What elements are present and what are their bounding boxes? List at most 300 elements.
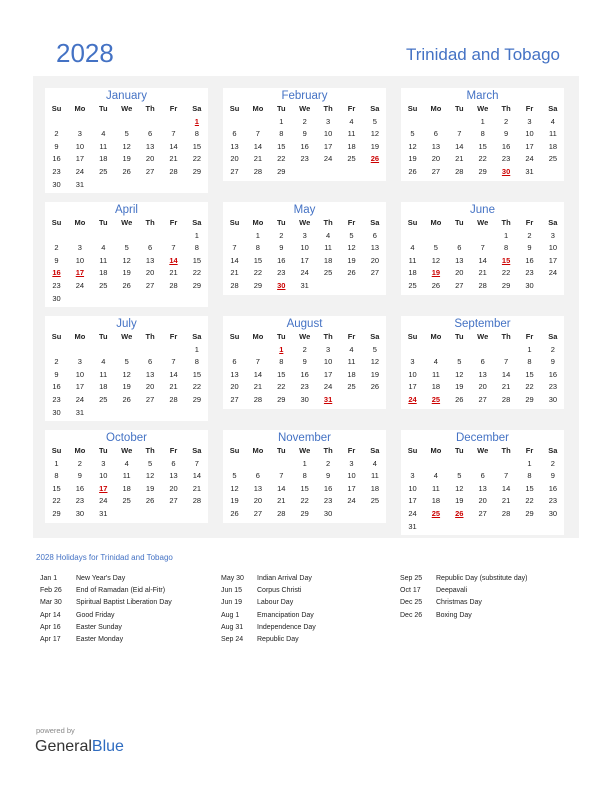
day-cell[interactable]: 9 xyxy=(54,141,59,151)
day-cell[interactable]: 4 xyxy=(101,357,106,367)
day-cell[interactable]: 24 xyxy=(99,496,108,506)
day-cell[interactable]: 3 xyxy=(77,129,82,139)
day-cell[interactable]: 29 xyxy=(300,509,309,518)
day-cell[interactable]: 5 xyxy=(457,357,462,367)
day-cell[interactable]: 8 xyxy=(194,243,199,253)
day-cell[interactable]: 8 xyxy=(279,129,284,139)
day-cell[interactable]: 1 xyxy=(302,458,307,468)
day-cell[interactable]: 11 xyxy=(408,255,417,265)
day-cell[interactable]: 14 xyxy=(277,483,286,493)
day-cell[interactable]: 2 xyxy=(504,116,509,126)
day-cell[interactable]: 12 xyxy=(370,129,380,139)
day-cell[interactable]: 13 xyxy=(478,369,487,379)
day-cell[interactable]: 12 xyxy=(455,369,464,379)
day-cell[interactable]: 30 xyxy=(75,509,85,518)
day-cell[interactable]: 16 xyxy=(525,255,534,265)
day-cell[interactable]: 22 xyxy=(525,382,534,392)
day-cell[interactable]: 9 xyxy=(77,471,82,481)
day-cell[interactable]: 15 xyxy=(192,369,202,379)
day-cell[interactable]: 30 xyxy=(323,509,333,518)
day-cell[interactable]: 7 xyxy=(171,129,176,139)
day-cell[interactable]: 8 xyxy=(527,471,532,481)
day-cell[interactable]: 19 xyxy=(408,154,417,164)
day-cell[interactable]: 12 xyxy=(145,471,155,481)
day-cell[interactable]: 30 xyxy=(525,281,534,290)
day-cell[interactable]: 23 xyxy=(525,268,534,278)
day-cell[interactable]: 4 xyxy=(124,458,129,468)
day-cell[interactable]: 13 xyxy=(431,141,441,151)
day-cell[interactable]: 30 xyxy=(300,395,309,404)
day-cell[interactable]: 17 xyxy=(525,141,534,151)
day-cell[interactable]: 29 xyxy=(501,281,511,290)
day-cell[interactable]: 12 xyxy=(122,141,131,151)
day-cell[interactable]: 4 xyxy=(410,243,415,253)
day-cell[interactable]: 11 xyxy=(99,369,108,379)
day-cell[interactable]: 22 xyxy=(478,154,487,164)
day-cell[interactable]: 16 xyxy=(52,382,61,392)
day-cell[interactable]: 8 xyxy=(54,471,59,481)
day-cell[interactable]: 31 xyxy=(99,509,108,518)
day-cell[interactable]: 8 xyxy=(527,357,532,367)
day-cell[interactable]: 31 xyxy=(75,407,85,417)
day-cell[interactable]: 10 xyxy=(300,243,309,253)
day-cell[interactable]: 4 xyxy=(349,116,354,126)
day-cell[interactable]: 18 xyxy=(99,154,108,164)
day-cell[interactable]: 12 xyxy=(347,243,356,253)
day-cell[interactable]: 11 xyxy=(431,483,440,493)
day-cell[interactable]: 12 xyxy=(122,369,131,379)
day-cell[interactable]: 7 xyxy=(171,243,176,253)
day-cell[interactable]: 22 xyxy=(525,496,534,506)
day-cell[interactable]: 18 xyxy=(431,496,441,506)
day-cell[interactable]: 28 xyxy=(169,281,178,290)
day-cell[interactable]: 12 xyxy=(408,141,417,151)
day-cell[interactable]: 3 xyxy=(326,116,331,126)
day-cell[interactable]: 13 xyxy=(478,483,487,493)
day-cell[interactable]: 1 xyxy=(504,230,509,240)
day-cell[interactable]: 20 xyxy=(230,154,239,164)
day-cell[interactable]: 21 xyxy=(277,496,286,506)
day-cell[interactable]: 21 xyxy=(253,154,263,164)
holiday-day-cell[interactable]: 19 xyxy=(431,268,441,278)
day-cell[interactable]: 28 xyxy=(501,509,511,518)
day-cell[interactable]: 24 xyxy=(548,268,558,278)
day-cell[interactable]: 28 xyxy=(455,167,464,176)
day-cell[interactable]: 5 xyxy=(124,129,129,139)
day-cell[interactable]: 9 xyxy=(550,357,555,367)
day-cell[interactable]: 28 xyxy=(478,281,487,290)
holiday-day-cell[interactable]: 31 xyxy=(323,395,333,404)
day-cell[interactable]: 2 xyxy=(550,458,555,468)
day-cell[interactable]: 23 xyxy=(75,496,85,506)
day-cell[interactable]: 10 xyxy=(75,141,85,151)
day-cell[interactable]: 1 xyxy=(194,230,199,240)
day-cell[interactable]: 28 xyxy=(169,395,178,404)
day-cell[interactable]: 26 xyxy=(122,395,131,404)
day-cell[interactable]: 9 xyxy=(550,471,555,481)
day-cell[interactable]: 4 xyxy=(326,230,331,240)
day-cell[interactable]: 27 xyxy=(478,395,487,404)
day-cell[interactable]: 20 xyxy=(169,483,178,493)
holiday-day-cell[interactable]: 1 xyxy=(279,344,284,354)
day-cell[interactable]: 21 xyxy=(455,154,464,164)
day-cell[interactable]: 13 xyxy=(145,255,155,265)
day-cell[interactable]: 20 xyxy=(370,255,380,265)
day-cell[interactable]: 20 xyxy=(431,154,441,164)
day-cell[interactable]: 20 xyxy=(145,268,155,278)
day-cell[interactable]: 16 xyxy=(300,369,309,379)
day-cell[interactable]: 17 xyxy=(300,255,309,265)
day-cell[interactable]: 25 xyxy=(370,496,380,506)
day-cell[interactable]: 15 xyxy=(277,369,286,379)
day-cell[interactable]: 17 xyxy=(75,154,85,164)
day-cell[interactable]: 10 xyxy=(548,243,558,253)
day-cell[interactable]: 18 xyxy=(323,255,333,265)
day-cell[interactable]: 3 xyxy=(101,458,106,468)
day-cell[interactable]: 15 xyxy=(192,255,202,265)
day-cell[interactable]: 20 xyxy=(253,496,263,506)
day-cell[interactable]: 12 xyxy=(370,357,380,367)
day-cell[interactable]: 14 xyxy=(230,255,239,265)
day-cell[interactable]: 27 xyxy=(370,268,380,278)
day-cell[interactable]: 29 xyxy=(192,395,202,404)
day-cell[interactable]: 19 xyxy=(347,255,356,265)
day-cell[interactable]: 16 xyxy=(501,141,511,151)
day-cell[interactable]: 3 xyxy=(349,458,354,468)
day-cell[interactable]: 4 xyxy=(349,344,354,354)
day-cell[interactable]: 29 xyxy=(525,509,534,518)
day-cell[interactable]: 13 xyxy=(370,243,380,253)
day-cell[interactable]: 30 xyxy=(52,293,61,303)
day-cell[interactable]: 30 xyxy=(548,509,558,518)
day-cell[interactable]: 5 xyxy=(349,230,354,240)
day-cell[interactable]: 25 xyxy=(99,167,108,176)
day-cell[interactable]: 28 xyxy=(169,167,178,176)
day-cell[interactable]: 15 xyxy=(52,483,61,493)
day-cell[interactable]: 2 xyxy=(54,357,59,367)
day-cell[interactable]: 9 xyxy=(54,369,59,379)
day-cell[interactable]: 22 xyxy=(253,268,263,278)
holiday-day-cell[interactable]: 25 xyxy=(431,509,441,518)
day-cell[interactable]: 3 xyxy=(410,357,415,367)
day-cell[interactable]: 15 xyxy=(525,369,534,379)
day-cell[interactable]: 2 xyxy=(77,458,82,468)
day-cell[interactable]: 27 xyxy=(230,167,239,176)
day-cell[interactable]: 14 xyxy=(169,369,178,379)
day-cell[interactable]: 5 xyxy=(433,243,438,253)
day-cell[interactable]: 8 xyxy=(504,243,509,253)
day-cell[interactable]: 4 xyxy=(550,116,555,126)
day-cell[interactable]: 10 xyxy=(75,369,85,379)
day-cell[interactable]: 29 xyxy=(277,167,286,176)
holiday-day-cell[interactable]: 1 xyxy=(194,116,199,126)
day-cell[interactable]: 21 xyxy=(230,268,239,278)
day-cell[interactable]: 22 xyxy=(277,154,286,164)
day-cell[interactable]: 13 xyxy=(169,471,178,481)
day-cell[interactable]: 2 xyxy=(279,230,284,240)
day-cell[interactable]: 23 xyxy=(323,496,333,506)
holiday-day-cell[interactable]: 30 xyxy=(501,167,511,176)
day-cell[interactable]: 10 xyxy=(323,357,333,367)
day-cell[interactable]: 15 xyxy=(192,141,202,151)
day-cell[interactable]: 24 xyxy=(75,167,85,176)
day-cell[interactable]: 5 xyxy=(124,243,129,253)
day-cell[interactable]: 14 xyxy=(455,141,464,151)
day-cell[interactable]: 13 xyxy=(230,141,239,151)
day-cell[interactable]: 12 xyxy=(455,483,464,493)
day-cell[interactable]: 25 xyxy=(122,496,131,506)
day-cell[interactable]: 14 xyxy=(478,255,487,265)
day-cell[interactable]: 13 xyxy=(230,369,239,379)
day-cell[interactable]: 8 xyxy=(480,129,485,139)
day-cell[interactable]: 17 xyxy=(347,483,356,493)
day-cell[interactable]: 4 xyxy=(372,458,377,468)
day-cell[interactable]: 26 xyxy=(230,509,239,518)
day-cell[interactable]: 24 xyxy=(408,509,417,518)
day-cell[interactable]: 20 xyxy=(478,382,487,392)
day-cell[interactable]: 7 xyxy=(504,471,509,481)
day-cell[interactable]: 8 xyxy=(255,243,260,253)
day-cell[interactable]: 16 xyxy=(277,255,286,265)
day-cell[interactable]: 26 xyxy=(455,395,464,404)
day-cell[interactable]: 26 xyxy=(122,281,131,290)
day-cell[interactable]: 3 xyxy=(77,357,82,367)
day-cell[interactable]: 29 xyxy=(192,281,202,290)
day-cell[interactable]: 2 xyxy=(302,116,307,126)
day-cell[interactable]: 16 xyxy=(323,483,333,493)
day-cell[interactable]: 15 xyxy=(525,483,534,493)
day-cell[interactable]: 30 xyxy=(548,395,558,404)
day-cell[interactable]: 8 xyxy=(279,357,284,367)
day-cell[interactable]: 24 xyxy=(75,281,85,290)
day-cell[interactable]: 6 xyxy=(480,357,485,367)
day-cell[interactable]: 18 xyxy=(99,382,108,392)
day-cell[interactable]: 2 xyxy=(54,243,59,253)
day-cell[interactable]: 7 xyxy=(171,357,176,367)
day-cell[interactable]: 26 xyxy=(370,382,380,392)
day-cell[interactable]: 14 xyxy=(253,369,263,379)
day-cell[interactable]: 17 xyxy=(75,382,85,392)
day-cell[interactable]: 27 xyxy=(455,281,464,290)
day-cell[interactable]: 6 xyxy=(433,129,438,139)
day-cell[interactable]: 22 xyxy=(300,496,309,506)
holiday-day-cell[interactable]: 14 xyxy=(169,255,178,265)
day-cell[interactable]: 17 xyxy=(408,496,417,506)
day-cell[interactable]: 22 xyxy=(192,268,202,278)
holiday-day-cell[interactable]: 17 xyxy=(75,268,85,278)
day-cell[interactable]: 30 xyxy=(52,179,61,189)
day-cell[interactable]: 8 xyxy=(194,129,199,139)
day-cell[interactable]: 30 xyxy=(52,407,61,417)
day-cell[interactable]: 29 xyxy=(52,509,61,518)
day-cell[interactable]: 25 xyxy=(323,268,333,278)
generalblue-logo[interactable] xyxy=(35,738,124,756)
day-cell[interactable]: 23 xyxy=(52,167,61,176)
day-cell[interactable]: 16 xyxy=(52,154,61,164)
day-cell[interactable]: 7 xyxy=(232,243,237,253)
day-cell[interactable]: 3 xyxy=(410,471,415,481)
day-cell[interactable]: 26 xyxy=(408,167,417,176)
day-cell[interactable]: 4 xyxy=(433,471,438,481)
day-cell[interactable]: 15 xyxy=(253,255,263,265)
day-cell[interactable]: 23 xyxy=(300,154,309,164)
day-cell[interactable]: 19 xyxy=(230,496,239,506)
day-cell[interactable]: 24 xyxy=(347,496,356,506)
day-cell[interactable]: 16 xyxy=(300,141,309,151)
day-cell[interactable]: 2 xyxy=(326,458,331,468)
day-cell[interactable]: 26 xyxy=(347,268,356,278)
day-cell[interactable]: 21 xyxy=(192,483,202,493)
day-cell[interactable]: 25 xyxy=(548,154,558,164)
holiday-day-cell[interactable]: 24 xyxy=(408,395,417,404)
holiday-day-cell[interactable]: 25 xyxy=(431,395,441,404)
day-cell[interactable]: 1 xyxy=(194,344,199,354)
day-cell[interactable]: 21 xyxy=(478,268,487,278)
day-cell[interactable]: 29 xyxy=(277,395,286,404)
day-cell[interactable]: 11 xyxy=(99,141,108,151)
day-cell[interactable]: 16 xyxy=(75,483,85,493)
day-cell[interactable]: 25 xyxy=(347,382,356,392)
day-cell[interactable]: 5 xyxy=(124,357,129,367)
day-cell[interactable]: 18 xyxy=(122,483,131,493)
day-cell[interactable]: 19 xyxy=(122,154,131,164)
day-cell[interactable]: 2 xyxy=(54,129,59,139)
day-cell[interactable]: 27 xyxy=(169,496,178,506)
day-cell[interactable]: 26 xyxy=(431,281,441,290)
day-cell[interactable]: 24 xyxy=(300,268,309,278)
day-cell[interactable]: 31 xyxy=(300,281,309,290)
holiday-day-cell[interactable]: 26 xyxy=(370,154,380,164)
day-cell[interactable]: 10 xyxy=(99,471,108,481)
day-cell[interactable]: 27 xyxy=(253,509,263,518)
day-cell[interactable]: 22 xyxy=(52,496,61,506)
day-cell[interactable]: 3 xyxy=(326,344,331,354)
day-cell[interactable]: 21 xyxy=(253,382,263,392)
day-cell[interactable]: 19 xyxy=(122,268,131,278)
day-cell[interactable]: 18 xyxy=(370,483,380,493)
day-cell[interactable]: 4 xyxy=(101,129,106,139)
day-cell[interactable]: 10 xyxy=(323,129,333,139)
day-cell[interactable]: 17 xyxy=(408,382,417,392)
day-cell[interactable]: 7 xyxy=(457,129,462,139)
day-cell[interactable]: 24 xyxy=(75,395,85,404)
day-cell[interactable]: 11 xyxy=(548,129,557,139)
day-cell[interactable]: 19 xyxy=(455,496,464,506)
day-cell[interactable]: 26 xyxy=(145,496,155,506)
day-cell[interactable]: 31 xyxy=(408,521,417,531)
day-cell[interactable]: 21 xyxy=(501,496,511,506)
day-cell[interactable]: 5 xyxy=(410,129,415,139)
day-cell[interactable]: 7 xyxy=(194,458,199,468)
day-cell[interactable]: 10 xyxy=(347,471,356,481)
day-cell[interactable]: 23 xyxy=(277,268,286,278)
day-cell[interactable]: 11 xyxy=(370,471,379,481)
day-cell[interactable]: 28 xyxy=(253,167,263,176)
day-cell[interactable]: 1 xyxy=(255,230,260,240)
day-cell[interactable]: 17 xyxy=(548,255,558,265)
day-cell[interactable]: 12 xyxy=(122,255,131,265)
day-cell[interactable]: 1 xyxy=(527,458,532,468)
day-cell[interactable]: 11 xyxy=(99,255,108,265)
day-cell[interactable]: 14 xyxy=(253,141,263,151)
day-cell[interactable]: 6 xyxy=(372,230,377,240)
day-cell[interactable]: 5 xyxy=(457,471,462,481)
day-cell[interactable]: 23 xyxy=(52,281,61,290)
day-cell[interactable]: 27 xyxy=(230,395,239,404)
day-cell[interactable]: 7 xyxy=(279,471,284,481)
day-cell[interactable]: 9 xyxy=(279,243,284,253)
day-cell[interactable]: 13 xyxy=(253,483,263,493)
day-cell[interactable]: 5 xyxy=(148,458,153,468)
day-cell[interactable]: 20 xyxy=(230,382,239,392)
day-cell[interactable]: 18 xyxy=(347,141,356,151)
day-cell[interactable]: 24 xyxy=(323,154,333,164)
day-cell[interactable]: 18 xyxy=(99,268,108,278)
day-cell[interactable]: 3 xyxy=(77,243,82,253)
day-cell[interactable]: 20 xyxy=(455,268,464,278)
day-cell[interactable]: 22 xyxy=(501,268,511,278)
day-cell[interactable]: 7 xyxy=(255,357,260,367)
day-cell[interactable]: 1 xyxy=(279,116,284,126)
day-cell[interactable]: 29 xyxy=(478,167,487,176)
day-cell[interactable]: 13 xyxy=(455,255,464,265)
day-cell[interactable]: 11 xyxy=(347,129,356,139)
day-cell[interactable]: 22 xyxy=(277,382,286,392)
day-cell[interactable]: 8 xyxy=(302,471,307,481)
day-cell[interactable]: 14 xyxy=(501,483,511,493)
day-cell[interactable]: 4 xyxy=(433,357,438,367)
day-cell[interactable]: 6 xyxy=(148,243,153,253)
day-cell[interactable]: 24 xyxy=(323,382,333,392)
day-cell[interactable]: 19 xyxy=(145,483,155,493)
holiday-day-cell[interactable]: 30 xyxy=(277,281,286,290)
day-cell[interactable]: 5 xyxy=(232,471,237,481)
day-cell[interactable]: 6 xyxy=(148,357,153,367)
day-cell[interactable]: 18 xyxy=(408,268,417,278)
day-cell[interactable]: 16 xyxy=(548,369,558,379)
day-cell[interactable]: 12 xyxy=(431,255,441,265)
day-cell[interactable]: 9 xyxy=(326,471,331,481)
day-cell[interactable]: 19 xyxy=(370,369,380,379)
day-cell[interactable]: 19 xyxy=(370,141,380,151)
day-cell[interactable]: 22 xyxy=(192,382,202,392)
day-cell[interactable]: 25 xyxy=(99,281,108,290)
day-cell[interactable]: 29 xyxy=(192,167,202,176)
day-cell[interactable]: 9 xyxy=(302,129,307,139)
day-cell[interactable]: 20 xyxy=(478,496,487,506)
day-cell[interactable]: 23 xyxy=(548,496,558,506)
day-cell[interactable]: 7 xyxy=(255,129,260,139)
day-cell[interactable]: 23 xyxy=(501,154,511,164)
holiday-day-cell[interactable]: 16 xyxy=(52,268,61,278)
day-cell[interactable]: 27 xyxy=(145,395,155,404)
day-cell[interactable]: 28 xyxy=(230,281,239,290)
day-cell[interactable]: 16 xyxy=(548,483,558,493)
day-cell[interactable]: 2 xyxy=(527,230,532,240)
day-cell[interactable]: 29 xyxy=(525,395,534,404)
day-cell[interactable]: 14 xyxy=(169,141,178,151)
holiday-day-cell[interactable]: 26 xyxy=(455,509,464,518)
day-cell[interactable]: 10 xyxy=(408,369,417,379)
day-cell[interactable]: 29 xyxy=(253,281,263,290)
holiday-day-cell[interactable]: 15 xyxy=(501,255,511,265)
day-cell[interactable]: 1 xyxy=(480,116,485,126)
day-cell[interactable]: 1 xyxy=(527,344,532,354)
day-cell[interactable]: 3 xyxy=(527,116,532,126)
day-cell[interactable]: 14 xyxy=(501,369,511,379)
day-cell[interactable]: 28 xyxy=(192,496,202,506)
day-cell[interactable]: 27 xyxy=(431,167,441,176)
